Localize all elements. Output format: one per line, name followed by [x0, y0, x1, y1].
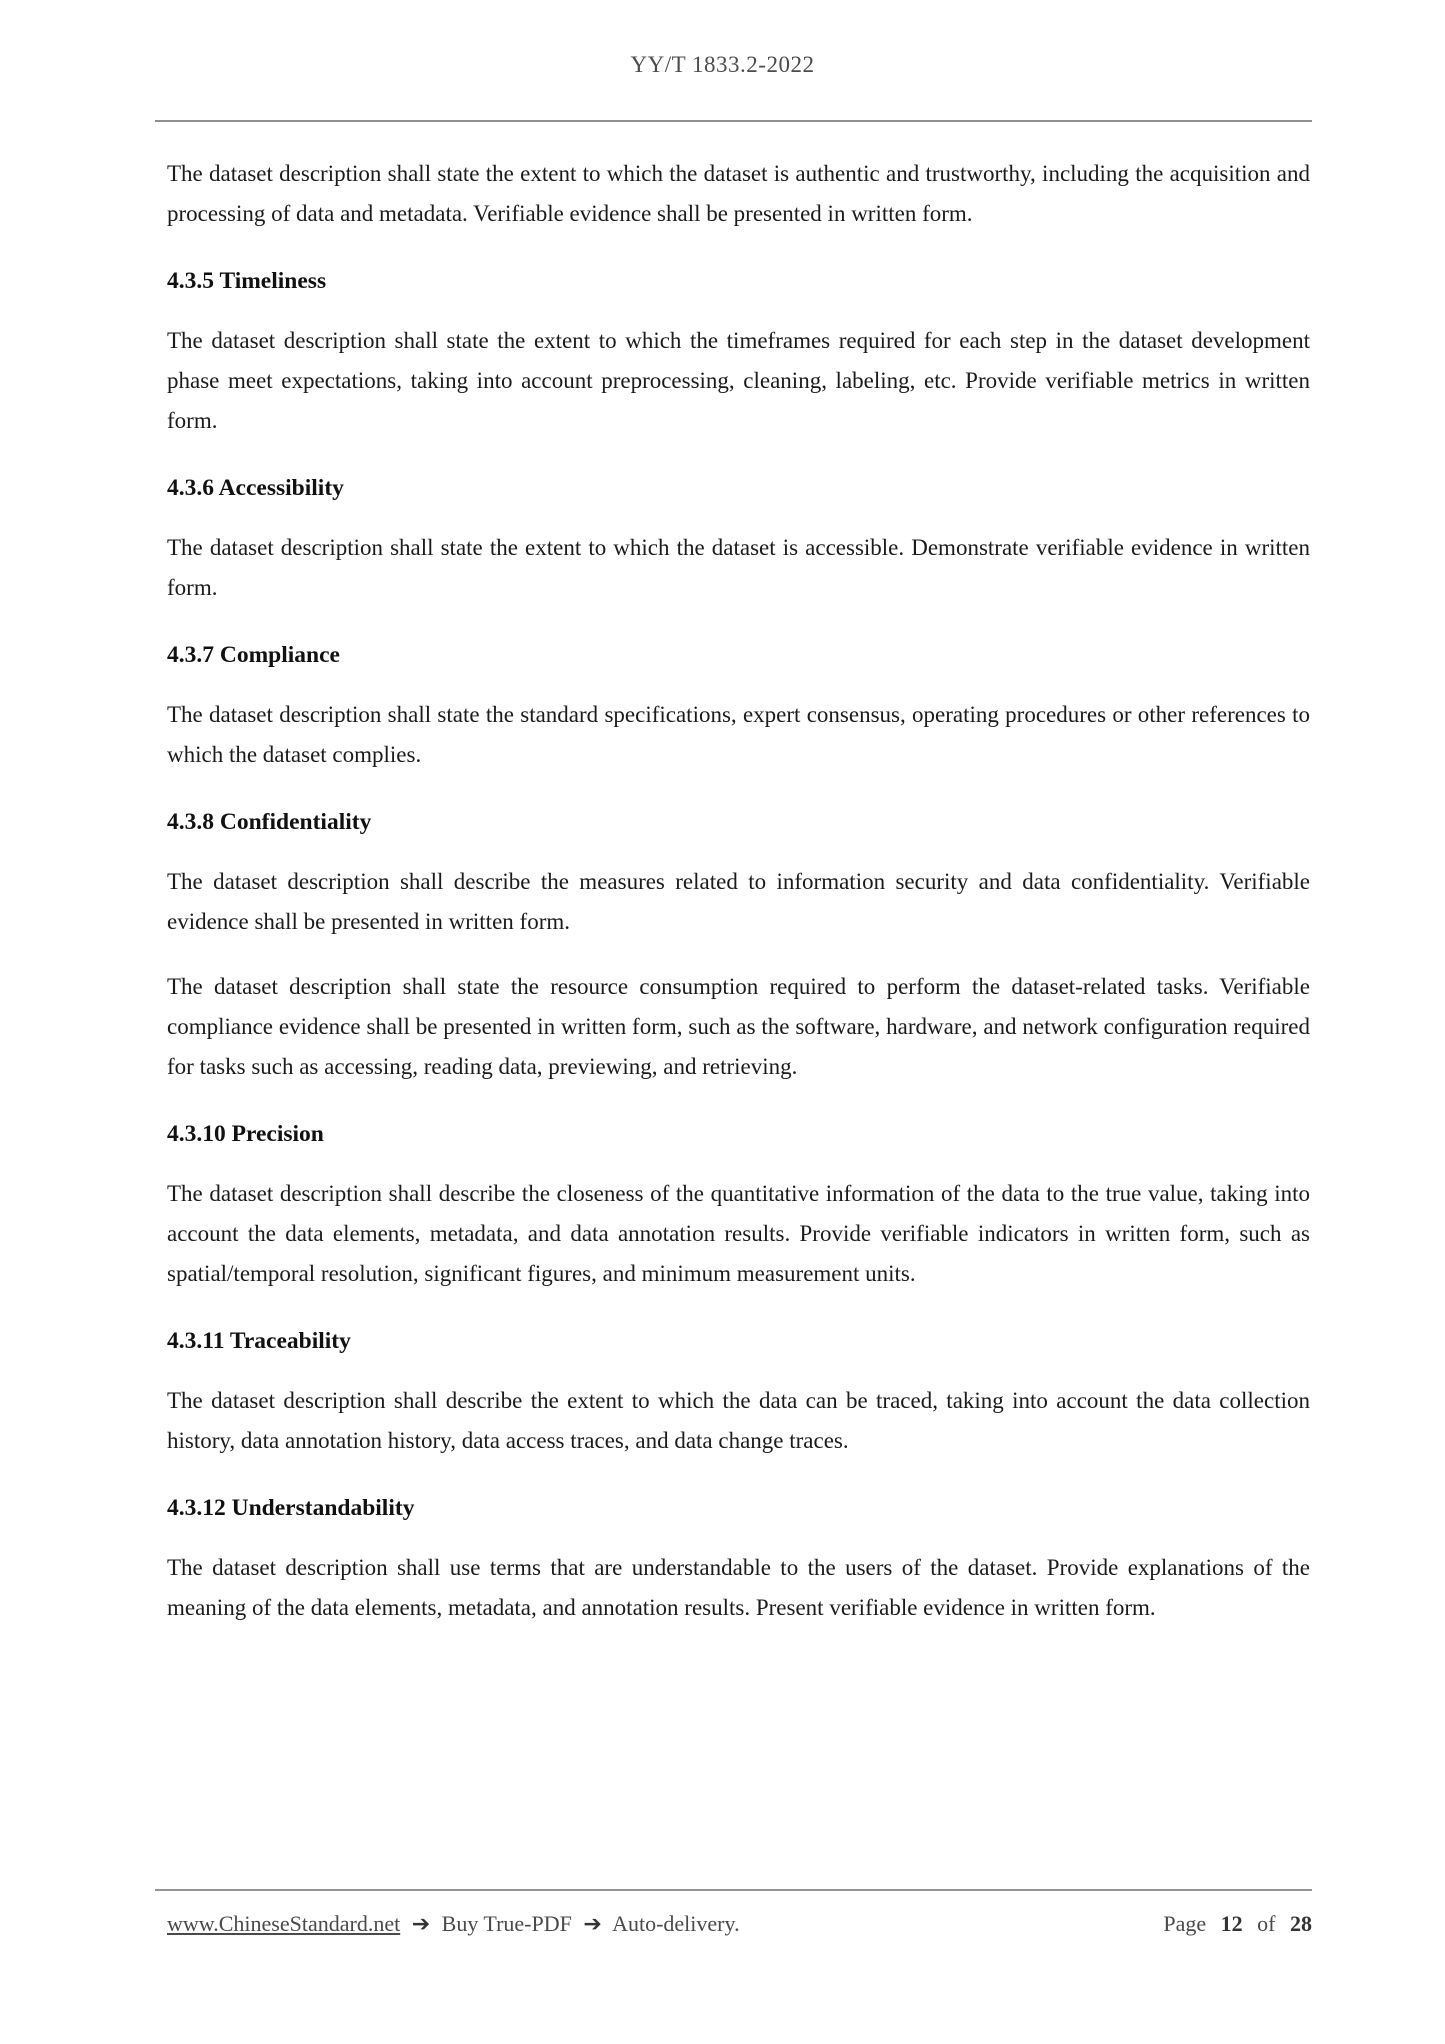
page-label: Page: [1163, 1911, 1207, 1936]
footer-delivery-text: Auto-delivery.: [612, 1911, 740, 1936]
footer-promo: [167, 1911, 740, 1937]
page-number: 12: [1220, 1911, 1243, 1936]
footer-buy-text: Buy True-PDF: [441, 1911, 572, 1936]
page-header: [0, 0, 1445, 122]
page-footer: [155, 1889, 1312, 1937]
document-code: YY/T 1833.2-2022: [630, 52, 815, 77]
document-body: [167, 154, 1310, 1628]
section-heading: 4.3.5 Timeliness: [167, 268, 327, 294]
section-heading: 4.3.7 Compliance: [167, 642, 340, 668]
arrow-right-icon: ➔: [411, 1911, 431, 1936]
header-rule: [155, 120, 1312, 122]
footer-site-link[interactable]: www.ChineseStandard.net: [167, 1911, 401, 1936]
footer-rule: [155, 1889, 1312, 1891]
body-paragraph: The dataset description shall state the extent to which the dataset is accessible. Demonstrate verifiable evidence in written form.: [167, 535, 1310, 600]
body-paragraph: The dataset description shall state the resource consumption required to perform the dataset-related tasks. Verifiable compliance evidence shall be presented in written form, such as the software, hardware, and network configuration required for tasks such as accessing, reading data, previewing, and retrieving.: [167, 974, 1310, 1079]
section-heading: 4.3.8 Confidentiality: [167, 809, 372, 835]
body-paragraph: The dataset description shall describe the extent to which the data can be traced, taking into account the data collection history, data annotation history, data access traces, and data change traces.: [167, 1388, 1310, 1453]
footer-row: [155, 1911, 1312, 1937]
body-paragraph: The dataset description shall state the extent to which the dataset is authentic and trustworthy, including the acquisition and processing of data and metadata. Verifiable evidence shall be presented in written form.: [167, 161, 1310, 226]
body-paragraph: The dataset description shall state the extent to which the timeframes required for each step in the dataset development phase meet expectations, taking into account preprocessing, cleaning, labeling, etc. Provide verifiable metrics in written form.: [167, 328, 1310, 433]
section-heading: 4.3.6 Accessibility: [167, 475, 344, 501]
body-paragraph: The dataset description shall state the standard specifications, expert consensus, operating procedures or other references to which the dataset complies.: [167, 702, 1310, 767]
section-heading: 4.3.12 Understandability: [167, 1495, 415, 1521]
page-indicator: [1154, 1911, 1312, 1937]
body-paragraph: The dataset description shall use terms that are understandable to the users of the dataset. Provide explanations of the meaning of the data elements, metadata, and annotation results. Present verifiable evidence in written form.: [167, 1555, 1310, 1620]
page-total: 28: [1290, 1911, 1312, 1936]
section-heading: 4.3.11 Traceability: [167, 1328, 351, 1354]
body-paragraph: The dataset description shall describe the measures related to information security and data confidentiality. Verifiable evidence shall be presented in written form.: [167, 869, 1310, 934]
page-of-label: of: [1257, 1911, 1276, 1936]
arrow-right-icon: ➔: [583, 1911, 602, 1936]
body-paragraph: The dataset description shall describe the closeness of the quantitative information of the data to the true value, taking into account the data elements, metadata, and data annotation results. Provide verifiable indicators in written form, such as spatial/temporal resolution, significant figures, and minimum measurement units.: [167, 1181, 1310, 1286]
section-heading: 4.3.10 Precision: [167, 1121, 324, 1147]
